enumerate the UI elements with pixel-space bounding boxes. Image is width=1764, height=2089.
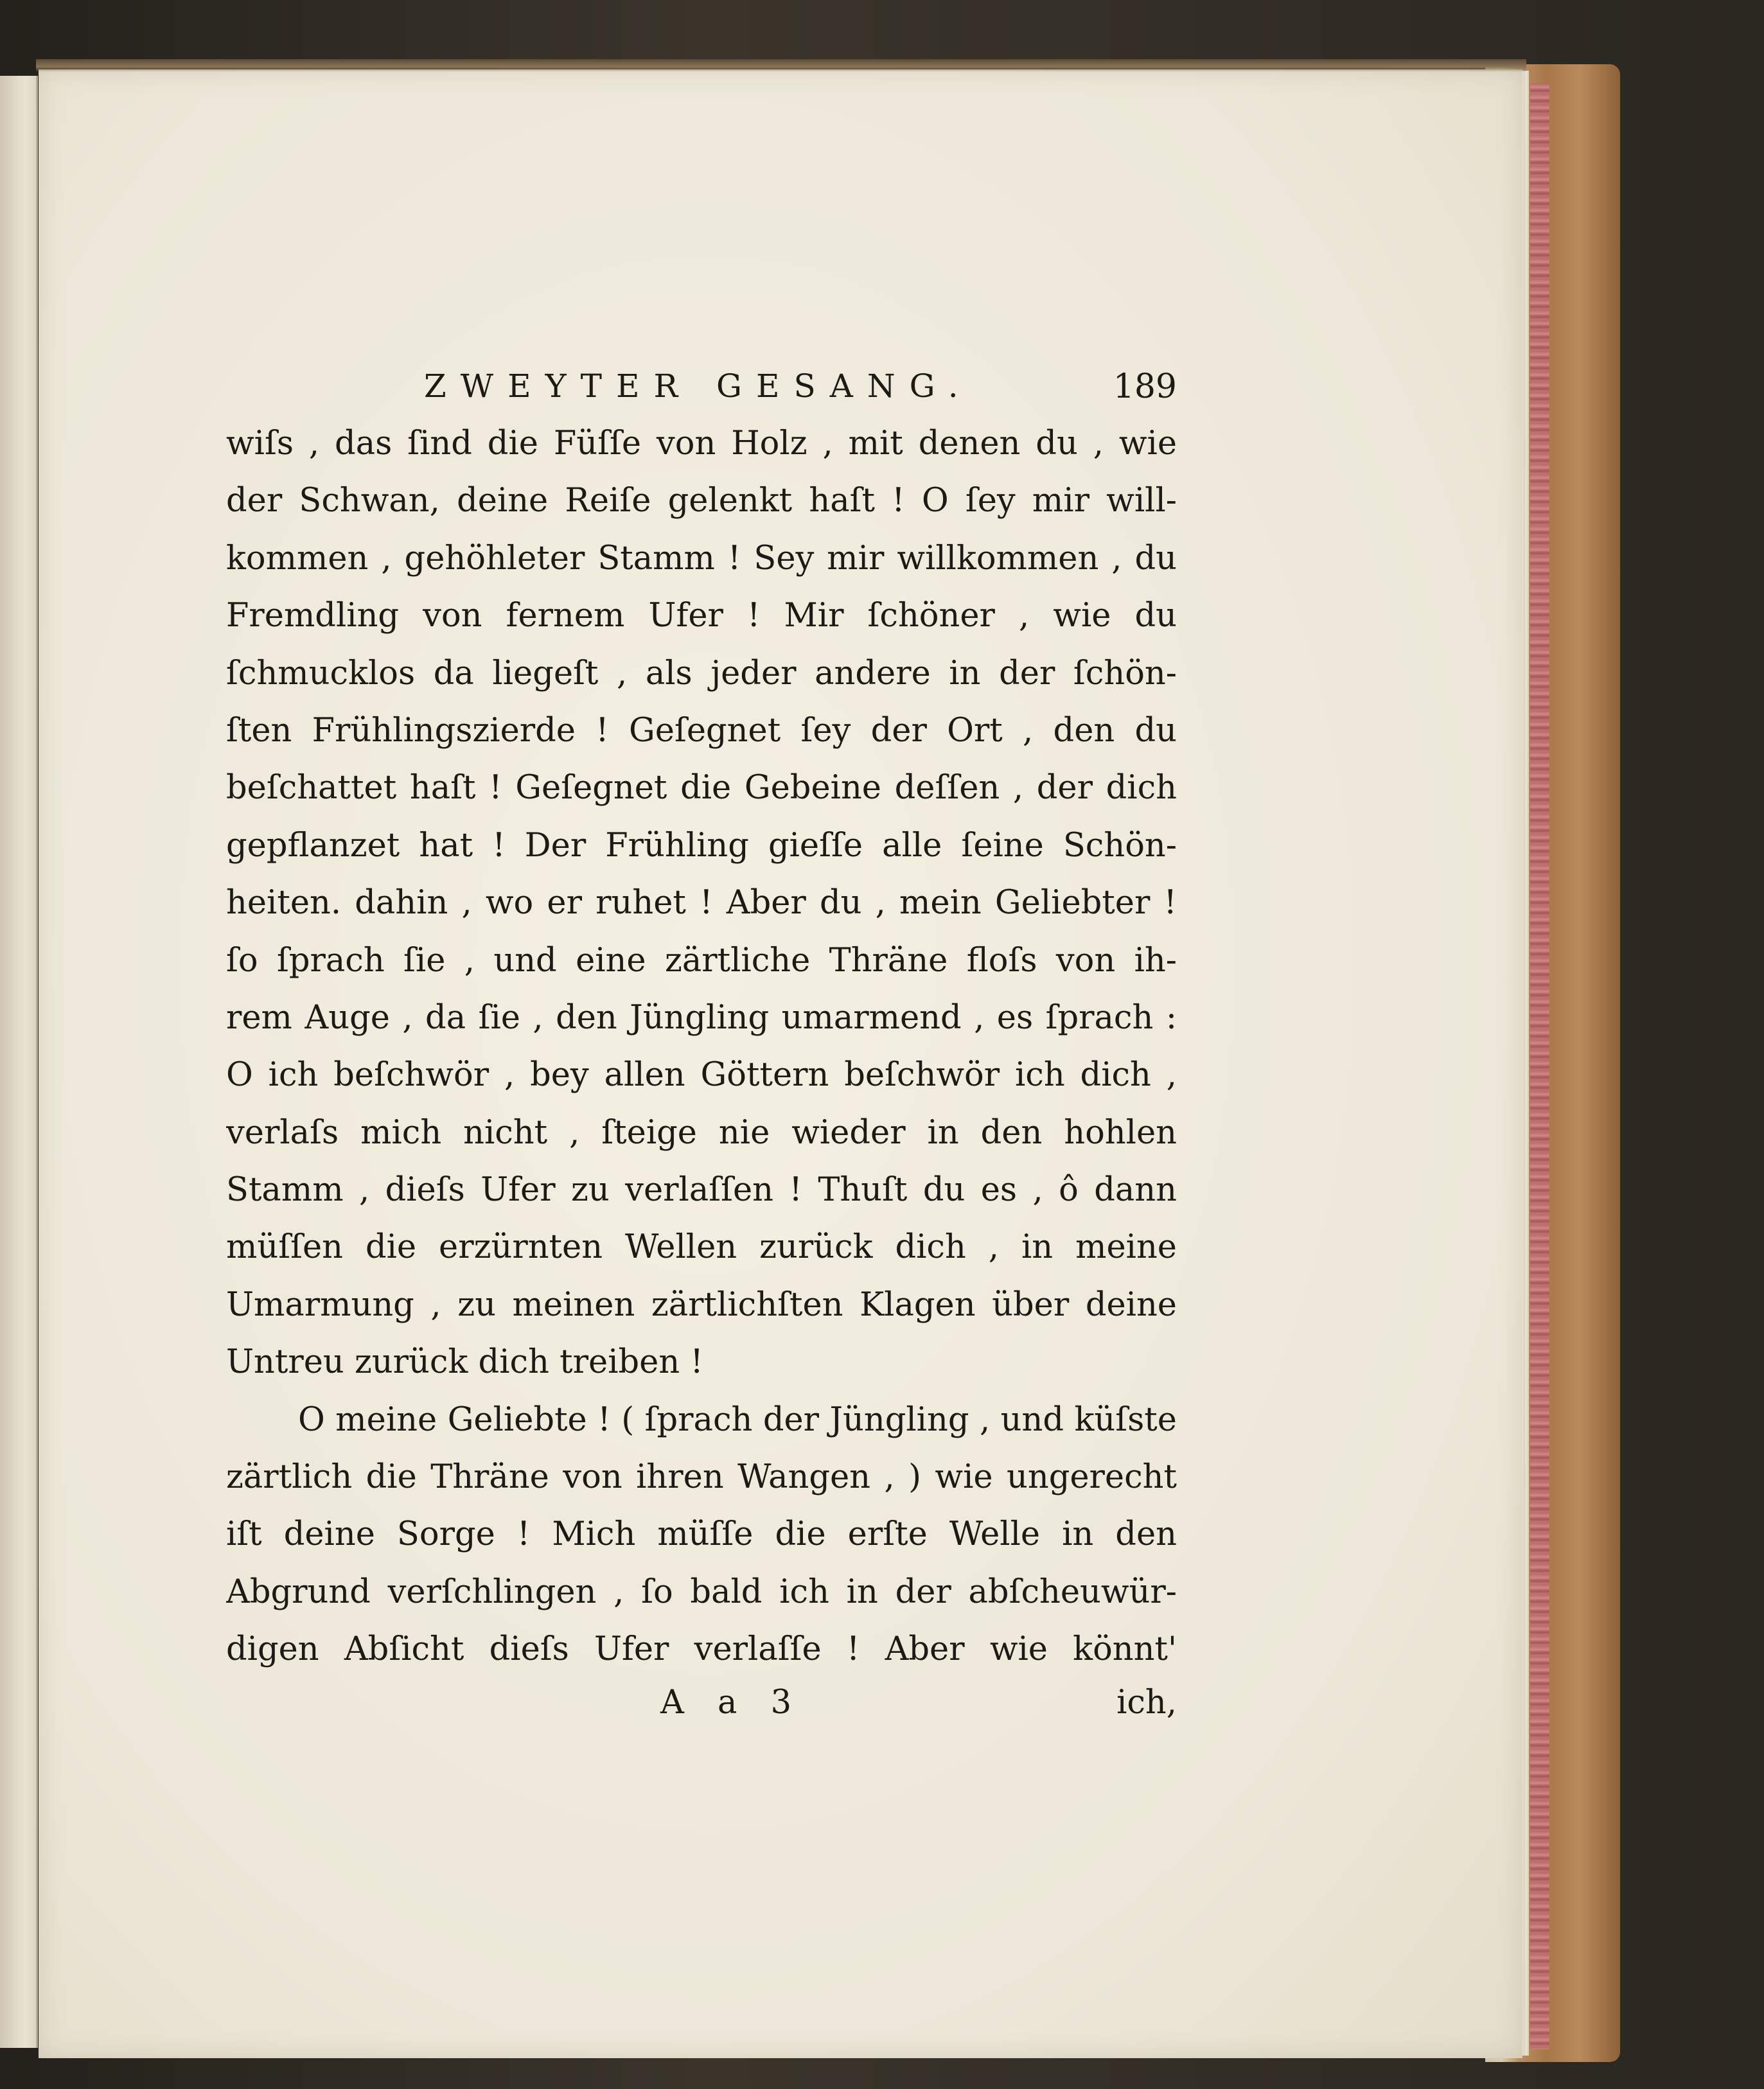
text-line: Untreu zurück dich treiben ! <box>226 1343 703 1382</box>
text-line: gepflanzet hat ! Der Frühling gieſſe alle ſeine Schön- <box>226 826 1177 865</box>
text-line: Stamm , dieſs Ufer zu verlaſſen ! Thuſt du es , ô dann <box>226 1171 1177 1210</box>
text-line: O meine Geliebte ! ( ſprach der Jüngling , und küſste <box>298 1400 1177 1439</box>
page-top-shadow <box>36 59 1526 72</box>
text-line: O ich beſchwör , bey allen Göttern beſchwör ich dich , <box>226 1056 1177 1095</box>
page-number: 189 <box>1113 367 1177 406</box>
page-footer <box>226 1679 1177 1736</box>
page-text-block <box>226 351 1177 1736</box>
binding-red-edge <box>1530 84 1549 2049</box>
text-line: Umarmung , zu meinen zärtlichſten Klagen über deine <box>226 1285 1177 1324</box>
text-line: zärtlich die Thräne von ihren Wangen , ) wie ungerecht <box>226 1458 1177 1497</box>
text-line: iſt deine Sorge ! Mich müſſe die erſte Welle in den <box>226 1515 1177 1554</box>
text-line: müſſen die erzürnten Wellen zurück dich , in meine <box>226 1228 1177 1267</box>
running-head: ZWEYTER GESANG. <box>424 367 973 405</box>
text-line: kommen , gehöhleter Stamm ! Sey mir willkommen , du <box>226 539 1177 577</box>
body-text <box>226 415 1177 1679</box>
text-line: ſten Frühlingszierde ! Geſegnet ſey der Ort , den du <box>226 711 1177 750</box>
text-line: Abgrund verſchlingen , ſo bald ich in der abſcheuwür- <box>226 1573 1177 1611</box>
text-line: Fremdling von fernem Ufer ! Mir ſchöner , wie du <box>226 597 1177 635</box>
left-page-edge <box>0 76 38 2048</box>
page-header <box>226 351 1177 415</box>
catchword: ich, <box>1116 1683 1177 1722</box>
text-line: rem Auge , da ſie , den Jüngling umarmend , es ſprach : <box>226 998 1177 1037</box>
text-line: ſchmucklos da liegeſt , als jeder andere in der ſchön- <box>226 654 1177 692</box>
text-line: digen Abſicht dieſs Ufer verlaſſe ! Aber wie könnt' <box>226 1630 1177 1669</box>
signature-mark: A a 3 <box>660 1683 804 1722</box>
text-line: ſo ſprach ſie , und eine zärtliche Thräne floſs von ih- <box>226 941 1177 980</box>
text-line: der Schwan, deine Reiſe gelenkt haſt ! O ſey mir will- <box>226 482 1177 520</box>
text-line: wiſs , das ſind die Füſſe von Holz , mit denen du , wie <box>226 425 1177 463</box>
text-line: heiten. dahin , wo er ruhet ! Aber du , mein Geliebter ! <box>226 884 1177 922</box>
text-line: verlaſs mich nicht , ſteige nie wieder in den hohlen <box>226 1113 1177 1152</box>
text-line: beſchattet haſt ! Geſegnet die Gebeine deſſen , der dich <box>226 769 1177 807</box>
